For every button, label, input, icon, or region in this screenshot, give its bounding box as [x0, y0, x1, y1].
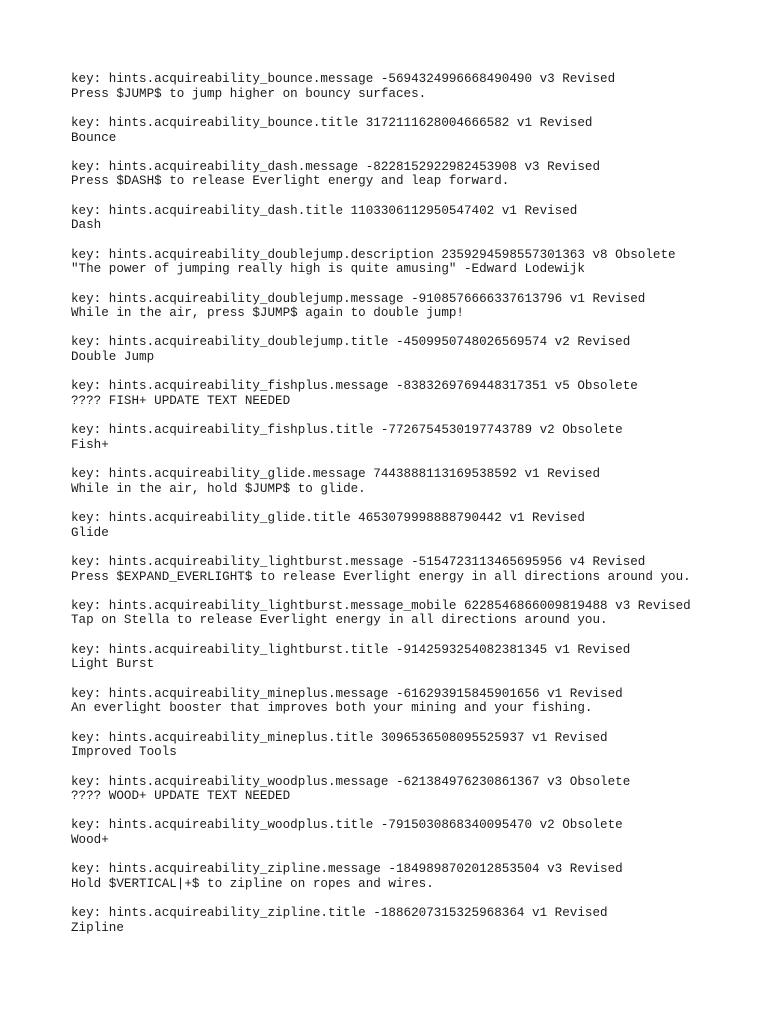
entry-text-line: Press $EXPAND_EVERLIGHT$ to release Everlight energy in all directions around you.: [71, 569, 691, 584]
entry-text-line: Fish+: [71, 437, 109, 452]
entry-text-line: Hold $VERTICAL|+$ to zipline on ropes and wires.: [71, 876, 434, 891]
entry-key-line: key: hints.acquireability_lightburst.message_mobile 6228546866009819488 v3 Revised: [71, 598, 691, 613]
entry-key-line: key: hints.acquireability_bounce.message -5694324996668490490 v3 Revised: [71, 72, 616, 86]
entry-key-line: key: hints.acquireability_zipline.message -1849898702012853504 v3 Revised: [71, 862, 623, 877]
localization-entry: [71, 862, 761, 891]
localization-entry: [71, 775, 761, 804]
entry-key-line: key: hints.acquireability_lightburst.title -9142593254082381345 v1 Revised: [71, 642, 631, 657]
localization-entry: [71, 906, 761, 935]
entry-key-line: key: hints.acquireability_dash.message -8228152922982453908 v3 Revised: [71, 159, 601, 174]
localization-entry: [71, 555, 761, 584]
entry-key-line: key: hints.acquireability_doublejump.message -9108576666337613796 v1 Revised: [71, 291, 646, 306]
entry-key-line: key: hints.acquireability_zipline.title -1886207315325968364 v1 Revised: [71, 906, 608, 921]
localization-entry: [71, 72, 761, 101]
localization-entry: [71, 818, 761, 847]
entry-key-line: key: hints.acquireability_bounce.title 3172111628004666582 v1 Revised: [71, 115, 593, 130]
entry-text-line: Press $JUMP$ to jump higher on bouncy surfaces.: [71, 86, 427, 101]
entry-text-line: Wood+: [71, 833, 109, 847]
localization-entry: [71, 292, 761, 321]
entry-text-line: Improved Tools: [71, 745, 177, 760]
entry-text-line: ???? WOOD+ UPDATE TEXT NEEDED: [71, 789, 291, 804]
localization-entry: [71, 731, 761, 760]
localization-entry: [71, 248, 761, 277]
localization-entry: [71, 511, 761, 540]
entry-text-line: Press $DASH$ to release Everlight energy and leap forward.: [71, 174, 510, 189]
entry-text-line: Tap on Stella to release Everlight energy in all directions around you.: [71, 613, 608, 628]
entry-key-line: key: hints.acquireability_fishplus.message -8383269769448317351 v5 Obsolete: [71, 379, 638, 394]
localization-entry: [71, 467, 761, 496]
entry-text-line: Light Burst: [71, 657, 155, 672]
localization-entry: [71, 643, 761, 672]
entry-key-line: key: hints.acquireability_glide.message 7443888113169538592 v1 Revised: [71, 467, 601, 482]
entry-key-line: key: hints.acquireability_lightburst.message -5154723113465695956 v4 Revised: [71, 554, 646, 569]
entry-text-line: While in the air, press $JUMP$ again to double jump!: [71, 306, 464, 321]
entry-text-line: Dash: [71, 218, 102, 233]
entry-text-line: An everlight booster that improves both your mining and your fishing.: [71, 701, 593, 716]
localization-entry: [71, 160, 761, 189]
entry-key-line: key: hints.acquireability_doublejump.description 2359294598557301363 v8 Obsolete: [71, 247, 676, 262]
document-page: [71, 72, 761, 950]
entry-key-line: key: hints.acquireability_woodplus.title -7915030868340095470 v2 Obsolete: [71, 818, 623, 833]
localization-entry: [71, 379, 761, 408]
entry-text-line: Bounce: [71, 130, 117, 145]
entry-text-line: Glide: [71, 525, 109, 540]
entry-text-line: Zipline: [71, 920, 124, 935]
entry-key-line: key: hints.acquireability_doublejump.title -4509950748026569574 v2 Revised: [71, 335, 631, 350]
entry-text-line: Double Jump: [71, 350, 155, 365]
entry-text-line: ???? FISH+ UPDATE TEXT NEEDED: [71, 393, 291, 408]
entry-text-line: "The power of jumping really high is quite amusing" -Edward Lodewijk: [71, 262, 585, 277]
localization-entry: [71, 599, 761, 628]
localization-entry: [71, 335, 761, 364]
entry-key-line: key: hints.acquireability_mineplus.title 3096536508095525937 v1 Revised: [71, 730, 608, 745]
localization-entry: [71, 423, 761, 452]
localization-entry: [71, 204, 761, 233]
localization-entry: [71, 116, 761, 145]
entry-key-line: key: hints.acquireability_glide.title 4653079998888790442 v1 Revised: [71, 511, 585, 526]
entry-key-line: key: hints.acquireability_fishplus.title -7726754530197743789 v2 Obsolete: [71, 423, 623, 438]
entry-key-line: key: hints.acquireability_dash.title 1103306112950547402 v1 Revised: [71, 203, 578, 218]
entry-key-line: key: hints.acquireability_mineplus.message -616293915845901656 v1 Revised: [71, 686, 623, 701]
entry-text-line: While in the air, hold $JUMP$ to glide.: [71, 481, 366, 496]
localization-entry: [71, 687, 761, 716]
entry-key-line: key: hints.acquireability_woodplus.message -621384976230861367 v3 Obsolete: [71, 774, 631, 789]
